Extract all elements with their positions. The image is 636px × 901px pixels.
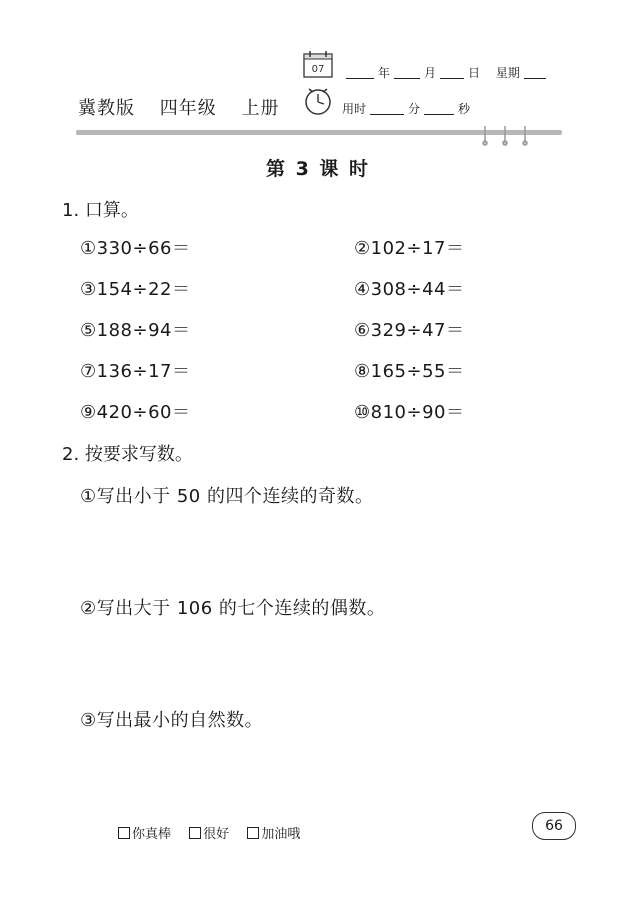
minute-blank[interactable] bbox=[370, 102, 404, 115]
task-smallest-natural: ③写出最小的自然数。 bbox=[80, 710, 264, 731]
volume-label: 上册 bbox=[241, 98, 280, 119]
rating-keep-going[interactable] bbox=[247, 827, 300, 842]
problem-3: ③154÷22＝ bbox=[80, 279, 191, 300]
problem-10: ⑩810÷90＝ bbox=[354, 402, 465, 423]
problem-4: ④308÷44＝ bbox=[354, 279, 465, 300]
rating-checkboxes bbox=[118, 823, 314, 842]
problem-8: ⑧165÷55＝ bbox=[354, 361, 465, 382]
weekday-label: 星期 bbox=[495, 66, 520, 80]
time-fill-line bbox=[342, 100, 470, 117]
rating-great[interactable] bbox=[118, 827, 171, 842]
problem-5: ⑤188÷94＝ bbox=[80, 320, 191, 341]
year-blank[interactable] bbox=[346, 66, 374, 79]
month-label: 月 bbox=[424, 66, 437, 80]
page-number: 66 bbox=[532, 812, 576, 840]
elapsed-label: 用时 bbox=[342, 102, 367, 116]
day-label: 日 bbox=[468, 66, 481, 80]
section2-title: 2. 按要求写数。 bbox=[62, 444, 193, 465]
problem-6: ⑥329÷47＝ bbox=[354, 320, 465, 341]
publisher-line bbox=[78, 94, 297, 120]
problem-2: ②102÷17＝ bbox=[354, 238, 465, 259]
rating-great-label: 你真棒 bbox=[132, 827, 172, 842]
task-even-numbers: ②写出大于 106 的七个连续的偶数。 bbox=[80, 598, 386, 619]
calendar-day: 07 bbox=[311, 64, 325, 75]
second-blank[interactable] bbox=[424, 102, 454, 115]
problem-7: ⑦136÷17＝ bbox=[80, 361, 191, 382]
problem-9: ⑨420÷60＝ bbox=[80, 402, 191, 423]
rating-good-label: 很好 bbox=[203, 827, 230, 842]
lesson-title: 第 3 课 时 bbox=[265, 158, 371, 180]
checkbox-icon[interactable] bbox=[189, 827, 201, 839]
date-fill-line bbox=[342, 64, 550, 81]
publisher-name: 冀教版 bbox=[78, 98, 135, 119]
day-blank[interactable] bbox=[440, 66, 464, 79]
month-blank[interactable] bbox=[394, 66, 420, 79]
second-label: 秒 bbox=[458, 102, 471, 116]
calendar-icon bbox=[303, 50, 333, 78]
clock-icon bbox=[303, 86, 333, 116]
checkbox-icon[interactable] bbox=[118, 827, 130, 839]
section1-title: 1. 口算。 bbox=[62, 200, 139, 221]
minute-label: 分 bbox=[408, 102, 421, 116]
rating-keep-going-label: 加油哦 bbox=[261, 827, 301, 842]
weekday-blank[interactable] bbox=[524, 66, 546, 79]
checkbox-icon[interactable] bbox=[247, 827, 259, 839]
ring-binding-decoration bbox=[475, 124, 535, 146]
rating-good[interactable] bbox=[189, 827, 229, 842]
problem-1: ①330÷66＝ bbox=[80, 238, 191, 259]
task-odd-numbers: ①写出小于 50 的四个连续的奇数。 bbox=[80, 486, 374, 507]
grade-label: 四年级 bbox=[159, 98, 217, 119]
year-label: 年 bbox=[378, 66, 391, 80]
